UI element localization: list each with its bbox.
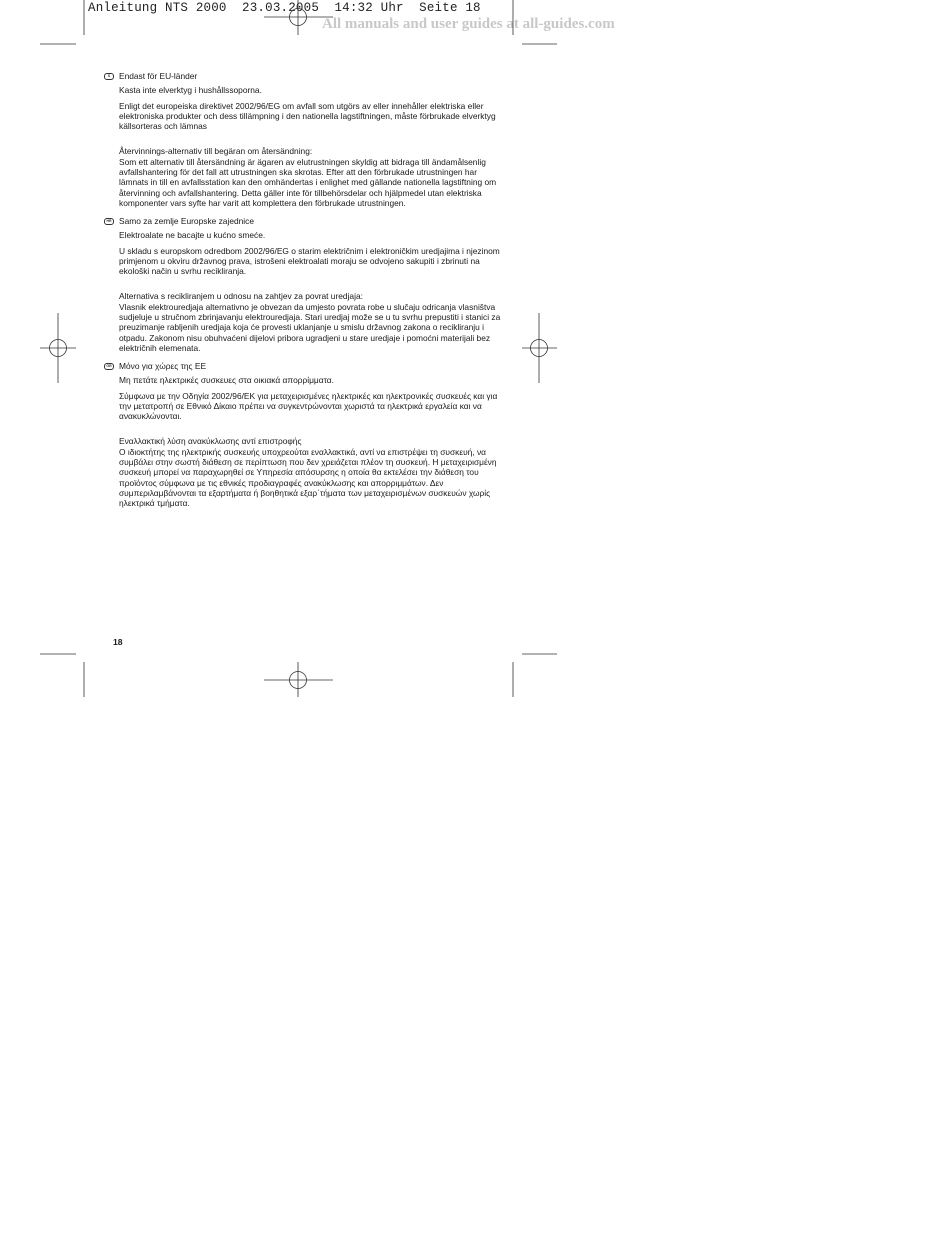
country-badge: GR (104, 363, 114, 370)
section-swedish (104, 71, 504, 216)
print-header: Anleitung NTS 2000 23.03.2005 14:32 Uhr Seite 18 (88, 1, 481, 15)
section-title: Endast för EU-länder (119, 71, 198, 81)
page-number: 18 (113, 637, 123, 647)
section-heading (104, 216, 504, 226)
registration-mark-top (264, 0, 333, 35)
page-content (104, 71, 504, 514)
section-greek (104, 361, 504, 509)
paragraph-recycling: Ο ιδιοκτήτης της ηλεκτρικής συσκευής υποχρεούται εναλλακτικά, αντί να επιστρέψει τη συσκευή, να συμβάλει στην σωστή διάθεση σε περίπτωση που δεν χρειάζεται πλέον τη συσκευή. Η μεταχειρισμένη συσκευή μπορεί να παραχωρηθεί σε Υπηρεσία απόσυρσης η οποία θα εκτελέσει την διάθεση του προϊόντος σύμφωνα με τις εθνικές προδιαγραφές ανακύκλωσης και απορριμμάτων. Δεν συμπεριλαμβάνονται τα εξαρτήματα ή βοηθητικά εξαρ΄τήματα των μεταχειρισμένων συσκευών χωρίς ηλεκτρικά τμήματα. (119, 446, 497, 509)
paragraph-warning: Elektroalate ne bacajte u kućno smeće. (119, 230, 266, 241)
section-title: Μόνο για χώρες της ΕΕ (119, 361, 207, 371)
country-badge: HR (104, 218, 114, 225)
paragraph-warning: Kasta inte elverktyg i hushållssoporna. (119, 85, 262, 96)
registration-mark-bottom (264, 662, 333, 697)
paragraph-recycling: Vlasnik elektrouredjaja alternativno je obvezan da umjesto povrata robe u slučaju odricanja vlasništva sudjeluje u stručnom zbrinjavanju elektrouredjaja. Stari uredjaj može se u tu svrhu prepustiti i stanici za preuzimanje rabljenih uredjaja koja će provesti uklanjanje u smislu državnog zakona o recikliranju i otpadu. Zakonom nisu obuhvaćeni dijelovi pribora ugradjeni u stare uredjaje i pomoćni materijali bez električnih elemenata. (119, 301, 501, 353)
watermark: All manuals and user guides at all-guides.com (322, 16, 615, 32)
paragraph-recycling-title: Alternativa s recikliranjem u odnosu na zahtjev za povrat uredjaja: (119, 291, 363, 302)
section-heading (104, 361, 504, 371)
country-badge: S (104, 73, 114, 80)
paragraph-recycling-title: Återvinnings-alternativ till begäran om återsändning: (119, 146, 313, 157)
section-heading (104, 71, 504, 81)
section-croatian (104, 216, 504, 361)
paragraph-recycling: Som ett alternativ till återsändning är ägaren av elutrustningen skyldig att bidraga till ändamålsenlig avfallshantering för det fall att utrustningen ska skrotas. Efter att den förbrukade utrustningen har lämnats in till en avfallsstation kan den omhändertas i enlighet med gällande nationella lagstiftning om återvinning och avfallshantering. Detta gäller inte för tillbehörsdelar och hjälpmedel utan elektriska komponenter vars syfte har varit att komplettera den förbrukade utrustningen. (119, 156, 497, 208)
paragraph-recycling-title: Εναλλακτική λύση ανακύκλωσης αντί επιστροφής (119, 436, 302, 447)
paragraph-directive: Σύμφωνα με την Οδηγία 2002/96/ΕΚ για μεταχειρισμένες ηλεκτρικές και ηλεκτρονικές συσκευές και για την μετατροπή σε Εθνικό Δίκαιο πρέπει να συγκεντρώνονται χωριστά τα ηλεκτρικά εργαλεία και να ανακυκλώνονται. (119, 390, 498, 422)
paragraph-warning: Μη πετάτε ηλεκτρικές συσκευες στα οικιακά απορρίμματα. (119, 375, 334, 386)
registration-mark-left (40, 313, 76, 383)
paragraph-directive: Enligt det europeiska direktivet 2002/96/EG om avfall som utgörs av eller innehåller elektriska eller elektroniska produkter och dess tillämpning i den nationella lagstiftningen, måste förbrukade elverktyg källsorteras och lämnas (119, 100, 496, 132)
paragraph-directive: U skladu s europskom odredbom 2002/96/EG o starim električnim i elektroničkim uredjajima i njezinom primjenom u okviru državnog prava, istrošeni elektroalati moraju se odvojeno sakupiti i zbrinuti na ekološki način u svrhu recikliranja. (119, 245, 500, 277)
section-title: Samo za zemlje Europske zajednice (119, 216, 254, 226)
registration-mark-right (522, 313, 557, 383)
